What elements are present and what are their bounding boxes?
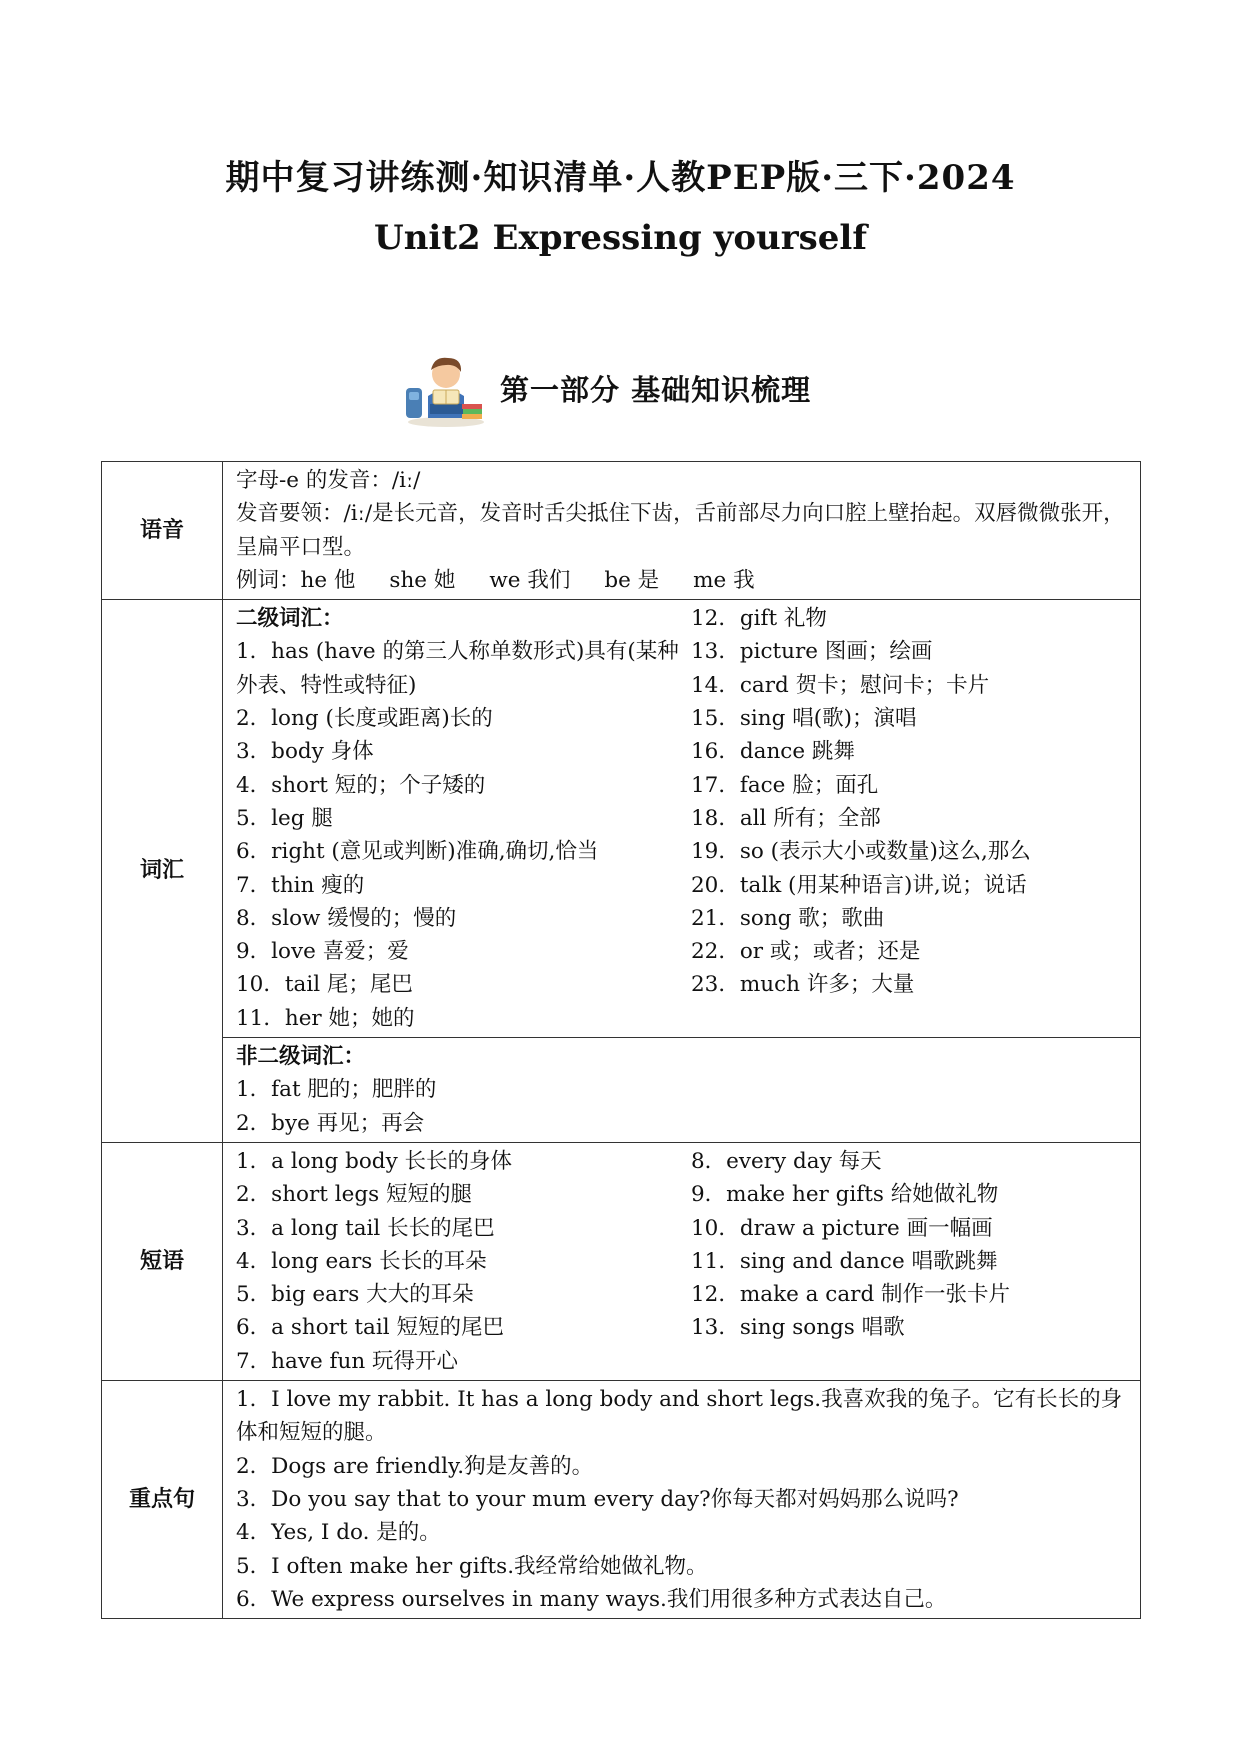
vocab-item: 12．gift 礼物 — [691, 606, 827, 632]
phrase-item: 5．big ears 大大的耳朵 — [236, 1282, 474, 1308]
phrase-item: 1．a long body 长长的身体 — [236, 1148, 513, 1174]
vocab-item: 2．long (长度或距离)长的 — [236, 706, 493, 732]
vocab-item: 8．slow 缓慢的；慢的 — [236, 905, 457, 931]
example-word: be 是 — [604, 567, 660, 593]
phrase-item: 2．short legs 短短的腿 — [236, 1182, 472, 1208]
document-title: 期中复习讲练测·知识清单·人教PEP版·三下·2024 — [225, 158, 1016, 198]
phrase-item: 9．make her gifts 给她做礼物 — [691, 1182, 999, 1208]
vocab-item: 3．body 身体 — [236, 739, 374, 765]
vocab-item: 13．picture 图画；绘画 — [691, 639, 933, 665]
phrases-content — [223, 1142, 1141, 1380]
phrase-item: 8．every day 每天 — [691, 1148, 882, 1174]
vocab-label: 词汇 — [102, 600, 223, 1143]
phonics-row — [102, 462, 1141, 600]
pronunciation-tip: 发音要领：/iː/是长元音，发音时舌尖抵住下齿，舌前部尽力向口腔上壁抬起。双唇微微张开，呈扁平口型。 — [236, 501, 1125, 560]
phrase-item: 4．long ears 长长的耳朵 — [236, 1248, 487, 1274]
vocab-right-column — [691, 602, 1132, 1035]
reading-boy-illustration — [400, 348, 490, 428]
letter-sound: 字母-e 的发音：/iː/ — [236, 468, 421, 493]
sentence-item: 4．Yes, I do. 是的。 — [236, 1520, 441, 1546]
phrase-item: 10．draw a picture 画一幅画 — [691, 1215, 993, 1241]
phrases-label: 短语 — [102, 1142, 223, 1380]
phrase-item: 13．sing songs 唱歌 — [691, 1315, 905, 1341]
example-word: me 我 — [693, 567, 755, 593]
vocab-item: 19．so (表示大小或数量)这么,那么 — [691, 839, 1031, 865]
phrase-item: 7．have fun 玩得开心 — [236, 1348, 459, 1374]
nonlevel2-vocab-row — [102, 1038, 1141, 1143]
sentences-label: 重点句 — [102, 1381, 223, 1619]
section-heading — [400, 348, 811, 428]
vocab-item: 18．all 所有；全部 — [691, 805, 881, 831]
level2-vocab — [223, 600, 1141, 1038]
unit-title: Unit2 Expressing yourself — [374, 218, 867, 258]
phrases-left-column — [236, 1145, 691, 1378]
phrase-item: 12．make a card 制作一张卡片 — [691, 1282, 1011, 1308]
nonlevel2-title: 非二级词汇： — [236, 1044, 366, 1070]
vocab-item: 16．dance 跳舞 — [691, 739, 855, 765]
vocab-item: 15．sing 唱(歌)；演唱 — [691, 706, 917, 732]
knowledge-table — [101, 461, 1141, 1619]
section-title: 第一部分 基础知识梳理 — [500, 372, 812, 407]
sentence-item: 5．I often make her gifts.我经常给她做礼物。 — [236, 1553, 708, 1579]
nonlevel2-vocab — [223, 1038, 1141, 1143]
level2-title: 二级词汇： — [236, 606, 344, 632]
phrase-item: 6．a short tail 短短的尾巴 — [236, 1315, 504, 1341]
example-word: she 她 — [389, 567, 456, 593]
vocab-item: 23．much 许多；大量 — [691, 972, 915, 998]
example-words — [236, 564, 1132, 597]
vocab-item: 1．has (have 的第三人称单数形式)具有(某种外表、特性或特征) — [236, 639, 679, 698]
sentences-row — [102, 1381, 1141, 1619]
vocab-item: 2．bye 再见；再会 — [236, 1110, 425, 1136]
examples-label: 例词： — [236, 567, 301, 593]
vocab-item: 5．leg 腿 — [236, 805, 333, 831]
sentences-content — [223, 1381, 1141, 1619]
phonics-label: 语音 — [102, 462, 223, 600]
phonics-content — [223, 462, 1141, 600]
vocab-left-column — [236, 602, 691, 1035]
vocab-item: 17．face 脸；面孔 — [691, 772, 879, 798]
sentence-item: 3．Do you say that to your mum every day?你每天都对妈妈那么说吗? — [236, 1486, 959, 1512]
vocab-item: 6．right (意见或判断)准确,确切,恰当 — [236, 839, 599, 865]
vocab-item: 7．thin 瘦的 — [236, 872, 365, 898]
vocab-row — [102, 600, 1141, 1038]
phrases-row — [102, 1142, 1141, 1380]
vocab-item: 14．card 贺卡；慰问卡；卡片 — [691, 672, 990, 698]
phrase-item: 3．a long tail 长长的尾巴 — [236, 1215, 495, 1241]
example-word: we 我们 — [489, 567, 571, 593]
vocab-item: 11．her 她；她的 — [236, 1005, 415, 1031]
phrases-right-column — [691, 1145, 1132, 1378]
example-word: he 他 — [300, 567, 356, 593]
vocab-item: 1．fat 肥的；肥胖的 — [236, 1077, 437, 1103]
sentence-item: 6．We express ourselves in many ways.我们用很多种方式表达自己。 — [236, 1586, 947, 1612]
vocab-item: 10．tail 尾；尾巴 — [236, 972, 413, 998]
vocab-item: 4．short 短的；个子矮的 — [236, 772, 486, 798]
vocab-item: 22．or 或；或者；还是 — [691, 939, 921, 965]
vocab-item: 9．love 喜爱；爱 — [236, 939, 409, 965]
phrase-item: 11．sing and dance 唱歌跳舞 — [691, 1248, 998, 1274]
sentence-item: 1．I love my rabbit. It has a long body and short legs.我喜欢我的兔子。它有长长的身体和短短的腿。 — [236, 1387, 1123, 1446]
sentence-item: 2．Dogs are friendly.狗是友善的。 — [236, 1453, 594, 1479]
vocab-item: 21．song 歌；歌曲 — [691, 905, 885, 931]
vocab-item: 20．talk (用某种语言)讲,说；说话 — [691, 872, 1027, 898]
